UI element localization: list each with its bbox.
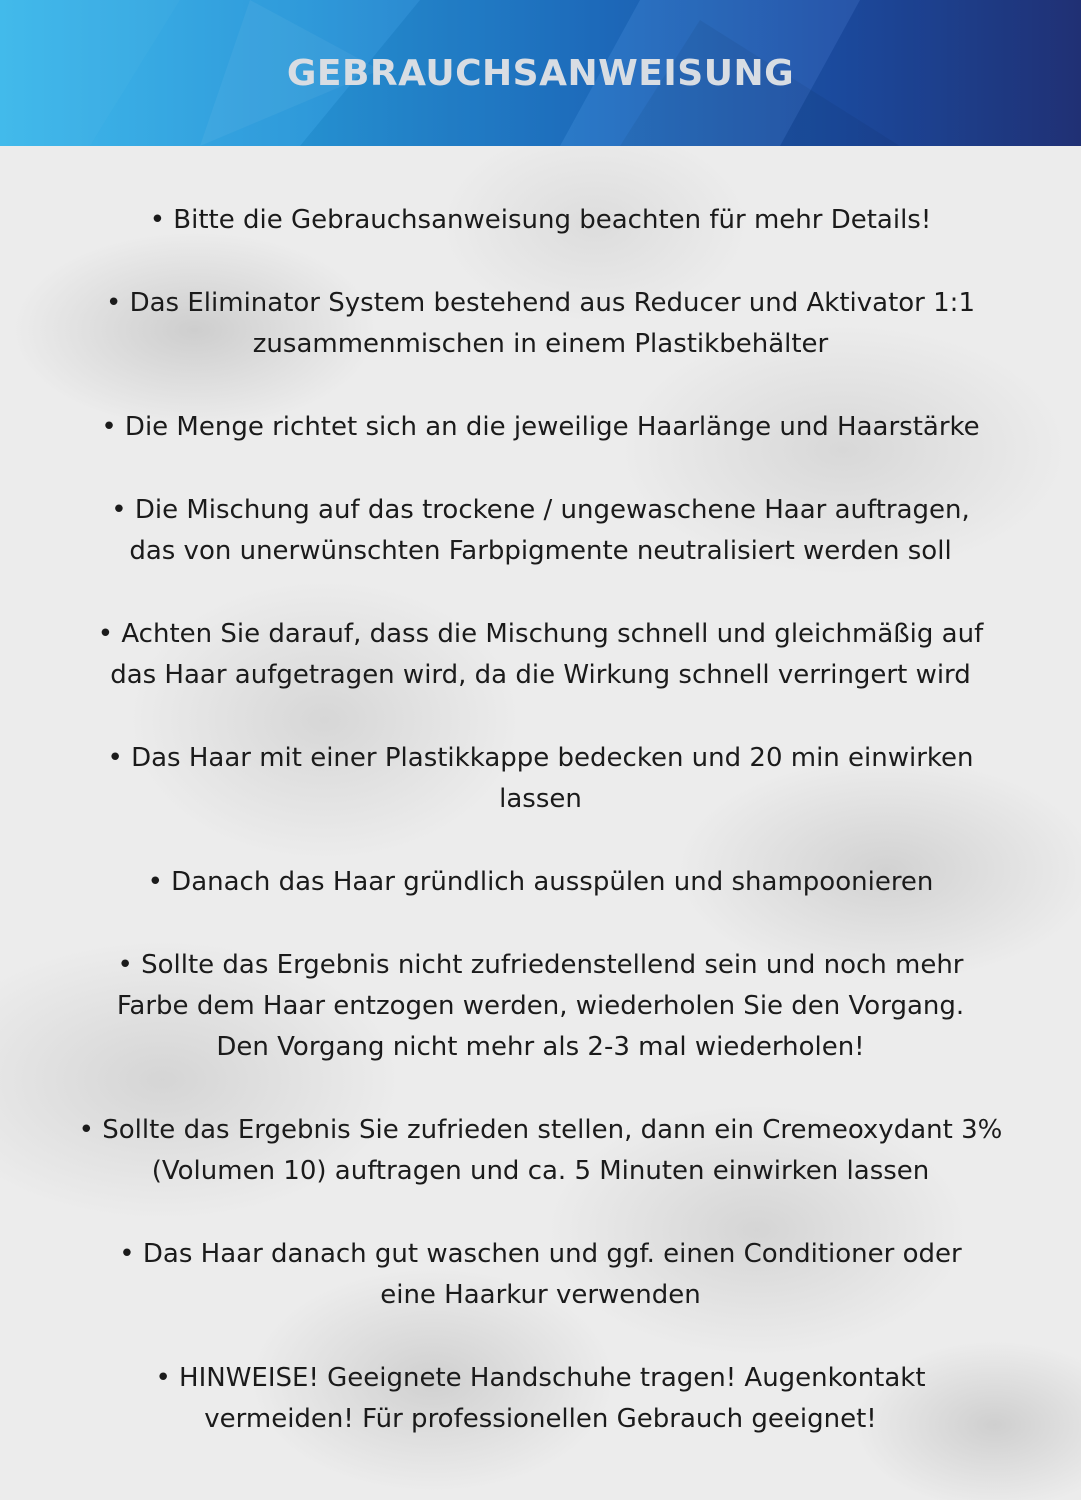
instruction-item: • Das Haar danach gut waschen und ggf. einen Conditioner oder eine Haarkur verwenden <box>119 1239 962 1310</box>
page-title: GEBRAUCHSANWEISUNG <box>286 53 795 94</box>
instruction-item: • Sollte das Ergebnis Sie zufrieden stellen, dann ein Cremeoxydant 3% (Volumen 10) auftragen und ca. 5 Minuten einwirken lassen <box>78 1115 1003 1186</box>
instruction-item: • HINWEISE! Geeignete Handschuhe tragen! Augenkontakt vermeiden! Für professionellen Gebrauch geeignet! <box>155 1363 926 1434</box>
header-banner <box>0 0 1081 146</box>
instructions-list <box>40 200 1041 1482</box>
instruction-item: • Danach das Haar gründlich ausspülen und shampoonieren <box>147 867 934 897</box>
instruction-item: • Achten Sie darauf, dass die Mischung schnell und gleichmäßig auf das Haar aufgetragen wird, da die Wirkung schnell verringert wird <box>97 619 984 690</box>
instruction-item: • Das Haar mit einer Plastikkappe bedecken und 20 min einwirken lassen <box>107 743 974 814</box>
instruction-item: • Das Eliminator System bestehend aus Reducer und Aktivator 1:1 zusammenmischen in einem Plastikbehälter <box>106 288 975 359</box>
instruction-item: • Sollte das Ergebnis nicht zufriedenstellend sein und noch mehr Farbe dem Haar entzogen werden, wiederholen Sie den Vorgang. Den Vorgang nicht mehr als 2-3 mal wiederholen! <box>116 950 965 1062</box>
instruction-item: • Bitte die Gebrauchsanweisung beachten für mehr Details! <box>149 205 932 235</box>
instruction-item: • Die Menge richtet sich an die jeweilige Haarlänge und Haarstärke <box>101 412 980 442</box>
instruction-item: • Die Mischung auf das trockene / ungewaschene Haar auftragen, das von unerwünschten Farbpigmente neutralisiert werden soll <box>111 495 970 566</box>
